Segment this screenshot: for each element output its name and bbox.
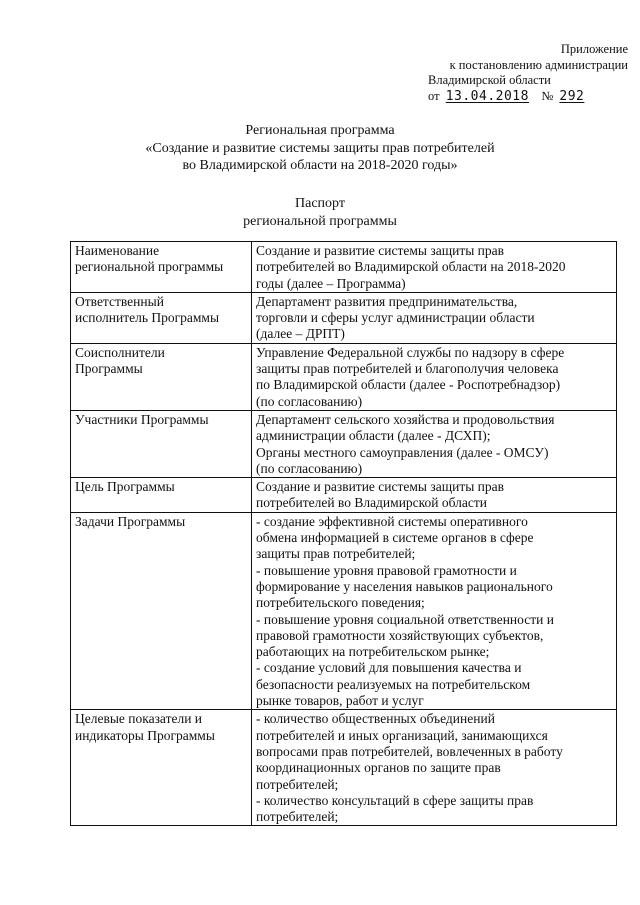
row-value-line: правовой грамотности хозяйствующих субъектов,	[256, 627, 544, 643]
row-value-line: - создание условий для повышения качества и	[256, 660, 522, 676]
program-title	[0, 122, 640, 175]
row-value-line: (далее – ДРПТ)	[256, 326, 345, 342]
row-label-line: Целевые показатели и	[75, 711, 203, 727]
row-value-line: администрации области (далее - ДСХП);	[256, 428, 491, 444]
table-row	[71, 292, 617, 343]
program-title-line2: «Создание и развитие системы защиты прав потребителей	[145, 140, 495, 156]
row-value-line: по Владимирской области (далее - Роспотребнадзор)	[256, 377, 561, 393]
row-value-line: (по согласованию)	[256, 460, 363, 476]
appendix-resolution: к постановлению администрации	[449, 57, 628, 72]
row-value-line: работающих на потребительском рынке;	[256, 644, 490, 660]
row-value-line: координационных органов по защите прав	[256, 760, 501, 776]
row-value-line: защиты прав потребителей;	[256, 546, 416, 562]
table-row	[71, 410, 617, 477]
row-value-line: - повышение уровня правовой грамотности и	[256, 562, 517, 578]
row-label-cell	[71, 478, 252, 513]
appendix-date-line	[428, 89, 628, 105]
row-value-line: Органы местного самоуправления (далее - ОМСУ)	[256, 444, 549, 460]
row-value-line: - повышение уровня социальной ответственности и	[256, 611, 554, 627]
row-label-line: Программы	[75, 361, 143, 377]
table-row	[71, 343, 617, 410]
row-value-line: годы (далее – Программа)	[256, 275, 406, 291]
row-label-cell	[71, 410, 252, 477]
row-value-line: рынке товаров, работ и услуг	[256, 693, 424, 709]
appendix-from-prefix: от	[428, 88, 440, 103]
row-value-line: потребителей;	[256, 776, 339, 792]
row-value-cell	[252, 343, 617, 410]
row-value-line: потребителей во Владимирской области	[256, 495, 488, 511]
program-title-line1: Региональная программа	[245, 123, 395, 138]
row-value-cell	[252, 512, 617, 710]
row-value-line: обмена информацией в системе органов в сфере	[256, 530, 534, 546]
row-label-line: Ответственный	[75, 293, 164, 309]
program-title-line3: во Владимирской области на 2018-2020 годы»	[182, 158, 458, 173]
row-value-cell	[252, 410, 617, 477]
row-value-line: безопасности реализуемых на потребительском	[256, 676, 531, 692]
row-label-line: индикаторы Программы	[75, 727, 215, 743]
row-label-cell	[71, 512, 252, 710]
row-value-line: потребителей во Владимирской области на 2018-2020	[256, 259, 566, 275]
row-value-line: Управление Федеральной службы по надзору в сфере	[256, 344, 565, 360]
row-value-cell	[252, 478, 617, 513]
row-label-line: Соисполнители	[75, 344, 165, 360]
row-value-line: Создание и развитие системы защиты прав	[256, 243, 505, 258]
row-label-line: региональной программы	[75, 259, 224, 275]
row-label-line: Участники Программы	[75, 411, 209, 427]
row-value-cell	[252, 710, 617, 826]
row-value-line: вопросами прав потребителей, вовлеченных в работу	[256, 743, 563, 759]
appendix-block	[428, 42, 628, 104]
row-label-line: Цель Программы	[75, 479, 175, 495]
row-value-line: потребительского поведения;	[256, 595, 425, 611]
appendix-number-sign: №	[541, 88, 554, 103]
row-value-line: Департамент сельского хозяйства и продовольствия	[256, 411, 555, 427]
row-value-cell	[252, 292, 617, 343]
row-label-cell	[71, 343, 252, 410]
row-value-line: Департамент развития предпринимательства,	[256, 293, 518, 309]
row-value-line: Создание и развитие системы защиты прав	[256, 479, 505, 495]
table-row	[71, 242, 617, 293]
row-value-cell	[252, 242, 617, 293]
row-label-cell	[71, 242, 252, 293]
row-value-line: - создание эффективной системы оперативного	[256, 513, 528, 529]
appendix-number: 292	[559, 88, 585, 104]
row-value-line: защиты прав потребителей и благополучия человека	[256, 361, 559, 377]
row-value-line: формирование у населения навыков рационального	[256, 578, 553, 594]
table-row	[71, 512, 617, 710]
row-label-line: Наименование	[75, 243, 160, 258]
row-value-line: торговли и сферы услуг администрации области	[256, 310, 535, 326]
row-value-line: потребителей и иных организаций, занимающихся	[256, 727, 548, 743]
passport-heading-line2: региональной программы	[243, 213, 397, 229]
appendix-label: Приложение	[560, 42, 628, 56]
appendix-region: Владимирской области	[428, 73, 551, 87]
row-value-line: - количество консультаций в сфере защиты прав	[256, 792, 534, 808]
row-label-line: Задачи Программы	[75, 513, 186, 529]
appendix-date: 13.04.2018	[445, 88, 529, 104]
table-row	[71, 710, 617, 826]
row-value-line: потребителей;	[256, 809, 339, 825]
row-value-line: - количество общественных объединений	[256, 711, 495, 727]
row-label-line: исполнитель Программы	[75, 310, 220, 326]
table-row	[71, 478, 617, 513]
passport-heading	[0, 195, 640, 230]
row-label-cell	[71, 292, 252, 343]
row-label-cell	[71, 710, 252, 826]
passport-heading-line1: Паспорт	[295, 196, 345, 211]
passport-table	[70, 241, 617, 826]
row-value-line: (по согласованию)	[256, 393, 363, 409]
